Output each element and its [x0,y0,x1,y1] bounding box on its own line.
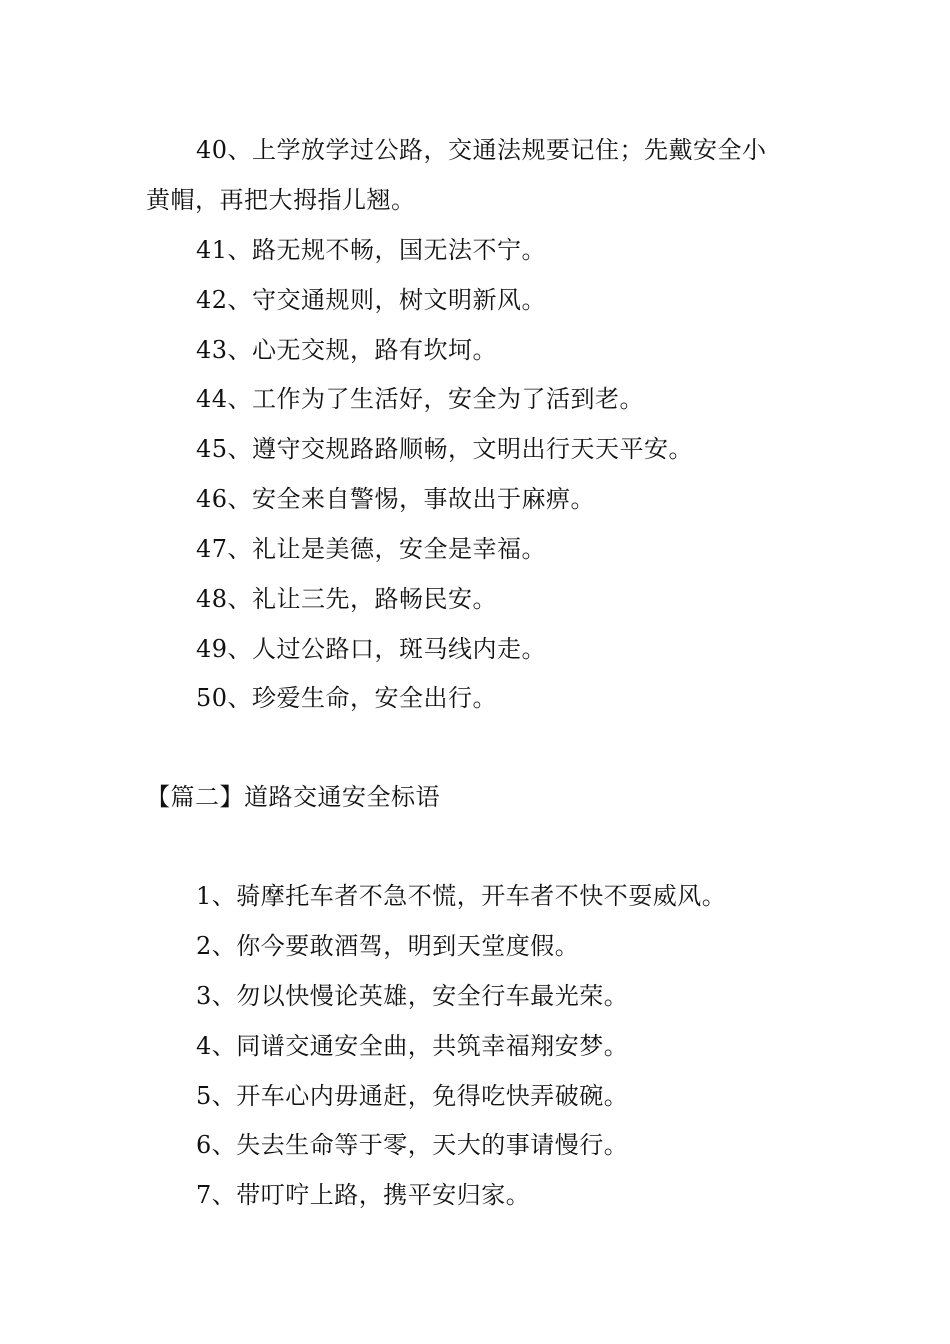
slogan-43: 43、心无交规，路有坎坷。 [196,336,498,364]
slogan-45: 45、遵守交规路路顺畅，文明出行天天平安。 [196,435,694,463]
slogan-1: 1、骑摩托车者不急不慌，开车者不快不耍威风。 [196,882,727,910]
slogan-42: 42、守交通规则，树文明新风。 [196,286,547,314]
section-heading: 【篇二】道路交通安全标语 [146,783,440,811]
slogan-41: 41、路无规不畅，国无法不宁。 [196,236,547,264]
slogan-6: 6、失去生命等于零，天大的事请慢行。 [196,1131,629,1159]
slogan-3: 3、勿以快慢论英雄，安全行车最光荣。 [196,982,629,1010]
slogan-44: 44、工作为了生活好，安全为了活到老。 [196,385,645,413]
slogan-48: 48、礼让三先，路畅民安。 [196,585,498,613]
slogan-40-line-1: 40、上学放学过公路，交通法规要记住；先戴安全小 [196,136,767,164]
slogan-5: 5、开车心内毋通赶，免得吃快弄破碗。 [196,1082,629,1110]
slogan-49: 49、人过公路口，斑马线内走。 [196,635,547,663]
slogan-2: 2、你今要敢酒驾，明到天堂度假。 [196,932,580,960]
slogan-4: 4、同谱交通安全曲，共筑幸福翔安梦。 [196,1032,629,1060]
slogan-7: 7、带叮咛上路，携平安归家。 [196,1181,531,1209]
slogan-50: 50、珍爱生命，安全出行。 [196,684,498,712]
slogan-47: 47、礼让是美德，安全是幸福。 [196,535,547,563]
slogan-40-line-2: 黄帽，再把大拇指儿翘。 [146,186,416,214]
slogan-46: 46、安全来自警惕，事故出于麻痹。 [196,485,596,513]
